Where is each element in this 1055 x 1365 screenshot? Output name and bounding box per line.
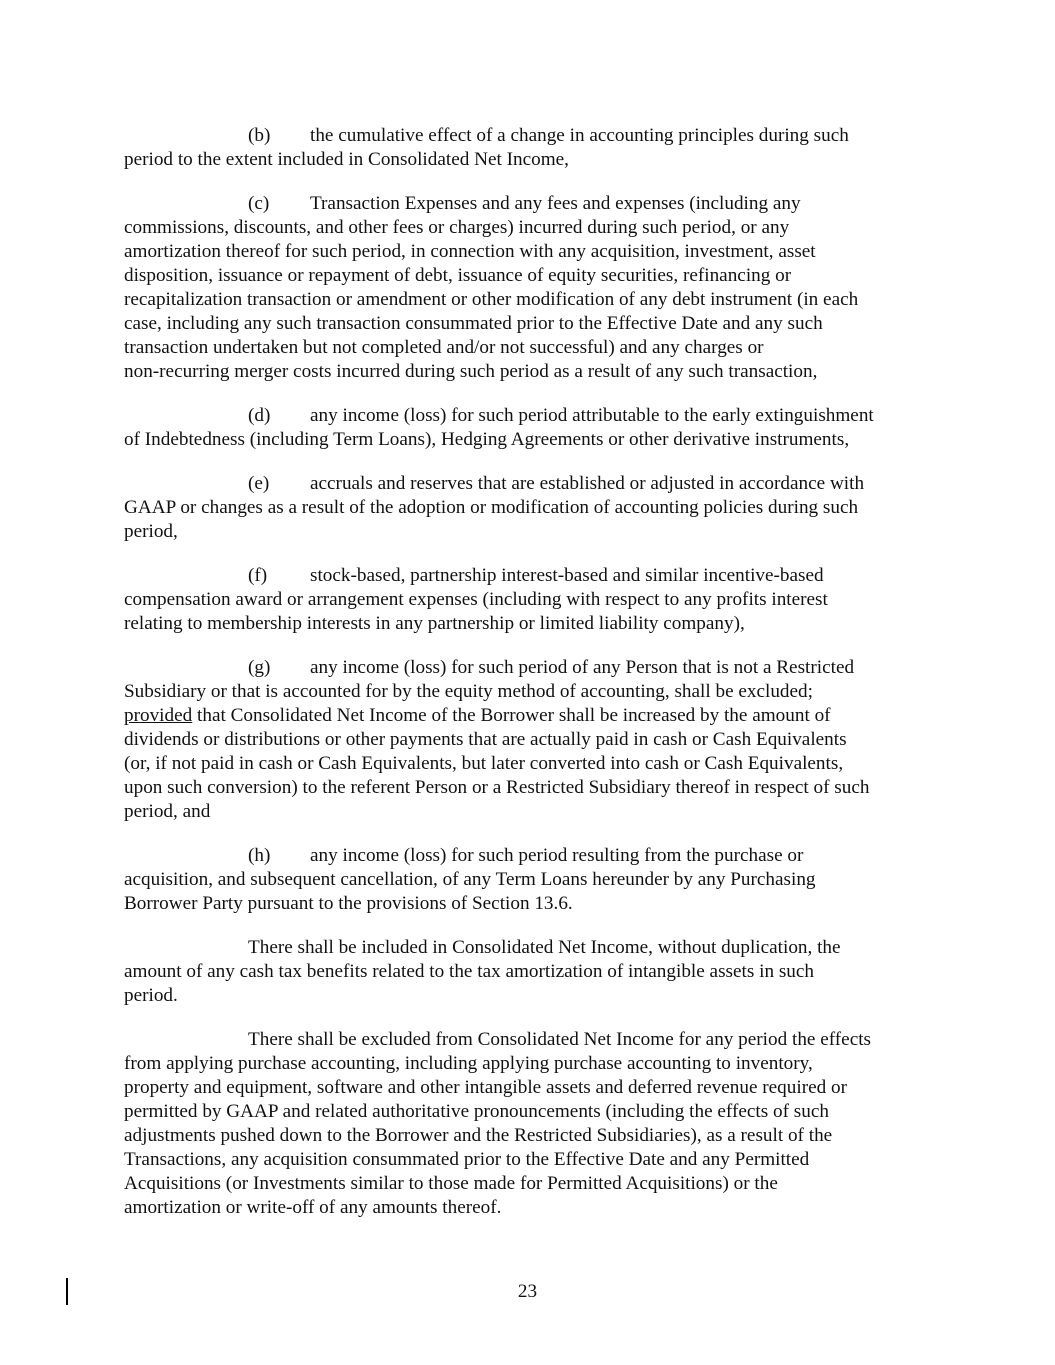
paragraph-line: period.	[124, 985, 178, 1006]
clause-text: the cumulative effect of a change in accounting principles during such	[310, 125, 849, 146]
clause-first-line	[124, 844, 924, 868]
paragraph-excluded	[124, 1028, 924, 1220]
clause-line: GAAP or changes as a result of the adoption or modification of accounting policies during such	[124, 497, 859, 518]
clause-text: any income (loss) for such period resulting from the purchase or	[310, 845, 804, 866]
clause-line: recapitalization transaction or amendment or other modification of any debt instrument (in each	[124, 289, 859, 310]
paragraph-line: from applying purchase accounting, including applying purchase accounting to inventory,	[124, 1053, 813, 1074]
clause-d	[124, 404, 924, 452]
clause-label: (c)	[248, 193, 270, 214]
clause-line: commissions, discounts, and other fees or charges) incurred during such period, or any	[124, 217, 790, 238]
paragraph-line: property and equipment, software and other intangible assets and deferred revenue required or	[124, 1077, 847, 1098]
clause-text: accruals and reserves that are established or adjusted in accordance with	[310, 473, 865, 494]
clause-line: amortization thereof for such period, in connection with any acquisition, investment, asset	[124, 241, 816, 262]
clause-label: (h)	[248, 845, 271, 866]
clause-e	[124, 472, 924, 544]
clause-line: period, and	[124, 801, 211, 822]
paragraph-included	[124, 936, 924, 1008]
clause-line	[124, 704, 924, 728]
clause-first-line	[124, 192, 924, 216]
clause-line: transaction undertaken but not completed and/or not successful) and any charges or	[124, 337, 764, 358]
clause-label: (f)	[248, 565, 268, 586]
clause-line: of Indebtedness (including Term Loans), Hedging Agreements or other derivative instruments,	[124, 429, 850, 450]
clause-line: Subsidiary or that is accounted for by the equity method of accounting, shall be excluded;	[124, 681, 813, 702]
paragraph-line: adjustments pushed down to the Borrower and the Restricted Subsidiaries), as a result of the	[124, 1125, 833, 1146]
clause-label: (e)	[248, 473, 270, 494]
clause-g	[124, 656, 924, 824]
proviso-underlined-word: provided	[124, 705, 193, 726]
clause-line: non-recurring merger costs incurred during such period as a result of any such transaction,	[124, 361, 818, 382]
clause-first-line	[124, 564, 924, 588]
clause-label: (b)	[248, 125, 271, 146]
paragraph-first-line: There shall be included in Consolidated Net Income, without duplication, the	[248, 937, 841, 958]
clause-line: relating to membership interests in any partnership or limited liability company),	[124, 613, 745, 634]
clause-line: Borrower Party pursuant to the provisions of Section 13.6.	[124, 893, 573, 914]
clause-line: period to the extent included in Consolidated Net Income,	[124, 149, 569, 170]
clause-line: case, including any such transaction consummated prior to the Effective Date and any such	[124, 313, 823, 334]
clause-line: acquisition, and subsequent cancellation, of any Term Loans hereunder by any Purchasing	[124, 869, 816, 890]
clause-first-line	[124, 656, 924, 680]
paragraph-line: amortization or write-off of any amounts thereof.	[124, 1197, 502, 1218]
paragraph-line: permitted by GAAP and related authoritative pronouncements (including the effects of such	[124, 1101, 829, 1122]
clause-text: any income (loss) for such period of any Person that is not a Restricted	[310, 657, 855, 678]
paragraph-line: Transactions, any acquisition consummated prior to the Effective Date and any Permitted	[124, 1149, 810, 1170]
clause-line: upon such conversion) to the referent Person or a Restricted Subsidiary thereof in respect of such	[124, 777, 870, 798]
clause-first-line	[124, 404, 924, 428]
clause-line: period,	[124, 521, 178, 542]
clause-line: disposition, issuance or repayment of debt, issuance of equity securities, refinancing or	[124, 265, 792, 286]
clause-line: compensation award or arrangement expenses (including with respect to any profits interest	[124, 589, 828, 610]
clause-first-line	[124, 124, 924, 148]
page-number: 23	[517, 1281, 538, 1302]
clause-c	[124, 192, 924, 384]
proviso-text: that Consolidated Net Income of the Borrower shall be increased by the amount of	[192, 705, 831, 726]
clause-b	[124, 124, 924, 172]
clause-label: (g)	[248, 657, 271, 678]
clause-text: stock-based, partnership interest-based and similar incentive-based	[310, 565, 824, 586]
clause-first-line	[124, 472, 924, 496]
paragraph-line: amount of any cash tax benefits related to the tax amortization of intangible assets in such	[124, 961, 815, 982]
clause-text: any income (loss) for such period attributable to the early extinguishment	[310, 405, 874, 426]
clause-label: (d)	[248, 405, 271, 426]
paragraph-line: Acquisitions (or Investments similar to those made for Permitted Acquisitions) or the	[124, 1173, 778, 1194]
clause-text: Transaction Expenses and any fees and expenses (including any	[310, 193, 801, 214]
clause-line: dividends or distributions or other payments that are actually paid in cash or Cash Equivalents	[124, 729, 847, 750]
clause-line: (or, if not paid in cash or Cash Equivalents, but later converted into cash or Cash Equivalents,	[124, 753, 844, 774]
clause-h	[124, 844, 924, 916]
clause-f	[124, 564, 924, 636]
paragraph-first-line: There shall be excluded from Consolidated Net Income for any period the effects	[248, 1029, 872, 1050]
